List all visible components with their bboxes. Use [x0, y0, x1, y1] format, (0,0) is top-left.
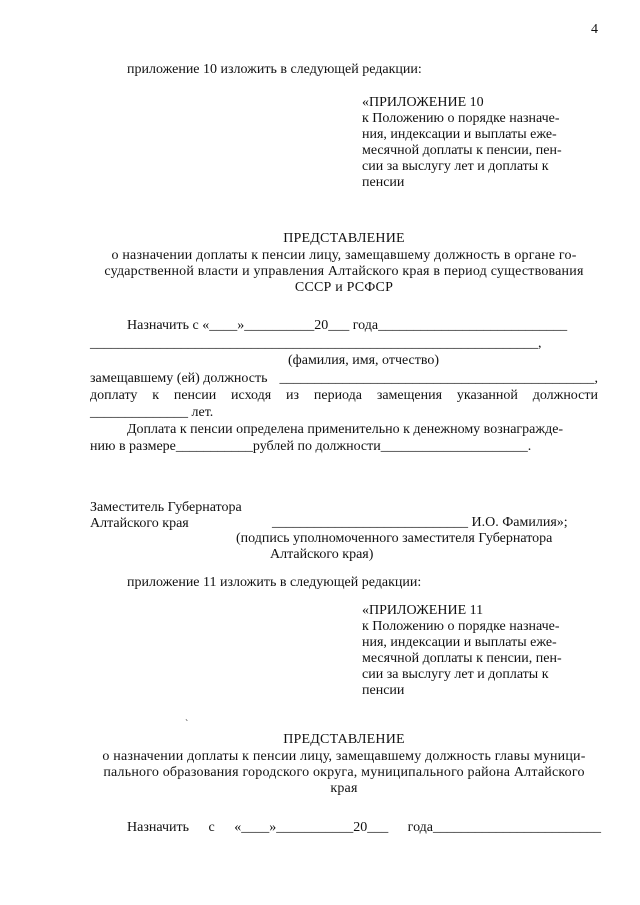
word: должности [532, 388, 598, 403]
document-title: ПРЕДСТАВЛЕНИЕ [283, 231, 405, 246]
stray-mark: ` [185, 719, 189, 730]
subtitle-line: о назначении доплаты к пенсии лицу, замещавшему должность в органе го- [111, 248, 577, 263]
assign-date-line [127, 820, 601, 836]
word: периода [313, 388, 362, 403]
word: Назначить [127, 820, 190, 835]
rate-line: нию в размере___________рублей по должности_____________________. [90, 439, 532, 454]
section1-intro: приложение 10 изложить в следующей редакции: [127, 62, 422, 77]
appendix-line: месячной доплаты к пенсии, пен- [362, 143, 562, 158]
appendix-line: сии за выслугу лет и доплаты к [362, 159, 549, 174]
signature-caption: Алтайского края) [270, 547, 374, 562]
subtitle-line: о назначении доплаты к пенсии лицу, замещавшему должность главы муници- [102, 749, 586, 764]
subtitle-line: края [330, 781, 358, 796]
appendix-line: месячной доплаты к пенсии, пен- [362, 651, 562, 666]
section1-appendix-block [362, 95, 592, 191]
signer-role: Заместитель Губернатора [90, 500, 242, 515]
word: года________________________ [407, 820, 601, 835]
appendix-line: пенсии [362, 175, 405, 190]
section2-title-block [88, 732, 600, 797]
word: исходя [231, 388, 272, 403]
word: к [152, 388, 160, 403]
word: из [286, 388, 300, 403]
appendix-line: к Положению о порядке назначе- [362, 619, 560, 634]
subtitle-line: сударственной власти и управления Алтайского края в период существования [104, 264, 584, 279]
word: с [208, 820, 215, 835]
word: указанной [456, 388, 518, 403]
appendix-line: пенсии [362, 683, 405, 698]
position-label: замещавшему (ей) должность [90, 371, 268, 386]
assign-date-line: Назначить с «____»__________20___ года___________________________ [127, 318, 568, 333]
document-title: ПРЕДСТАВЛЕНИЕ [283, 732, 405, 747]
subtitle-line: СССР и РСФСР [294, 280, 394, 295]
word: пенсии [173, 388, 217, 403]
appendix-header: «ПРИЛОЖЕНИЕ 11 [362, 603, 484, 618]
pension-basis-line [90, 388, 598, 404]
section2-appendix-block [362, 603, 592, 699]
position-line [90, 371, 598, 387]
word: «____»___________20___ [234, 820, 389, 835]
signature-line: ____________________________ И.О. Фамилия»; [272, 515, 568, 530]
appendix-header: «ПРИЛОЖЕНИЕ 10 [362, 95, 484, 110]
subtitle-line: пального образования городского округа, муниципального района Алтайского [103, 765, 585, 780]
rate-line: Доплата к пенсии определена применительно к денежному вознагражде- [127, 422, 564, 437]
signer-role: Алтайского края [90, 516, 189, 531]
word: замещения [376, 388, 443, 403]
section1-title-block [88, 231, 600, 296]
appendix-line: к Положению о порядке назначе- [362, 111, 560, 126]
page-number: 4 [591, 22, 598, 37]
appendix-line: сии за выслугу лет и доплаты к [362, 667, 549, 682]
fio-caption: (фамилия, имя, отчество) [288, 353, 440, 368]
signature-caption: (подпись уполномоченного заместителя Губернатора [236, 531, 553, 546]
position-blank: _____________________________________________, [279, 371, 598, 386]
appendix-line: ния, индексации и выплаты еже- [362, 635, 557, 650]
appendix-line: ния, индексации и выплаты еже- [362, 127, 557, 142]
years-line: ______________ лет. [90, 405, 214, 420]
section2-intro: приложение 11 изложить в следующей редакции: [127, 575, 422, 590]
word: доплату [90, 388, 138, 403]
fio-line: ________________________________________________________________, [90, 336, 542, 351]
